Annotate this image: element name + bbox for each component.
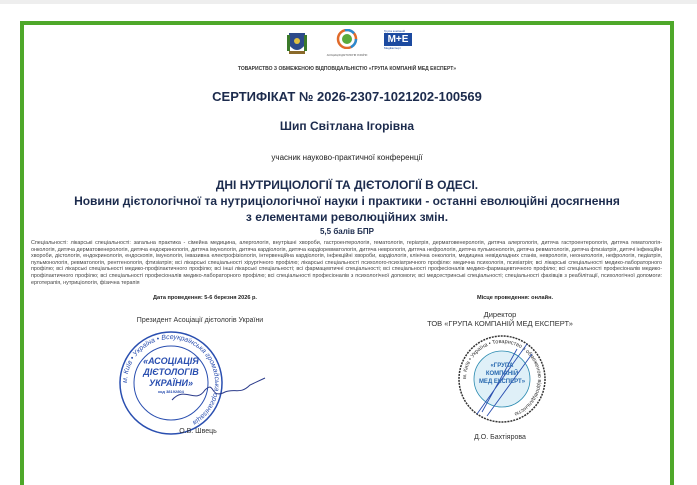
- association-logo: [325, 29, 369, 55]
- organization-name: ТОВАРИСТВО З ОБМЕЖЕНОЮ ВІДПОВІДАЛЬНІСТЮ «ГРУПА КОМПАНІЙ МЕД ЕКСПЕРТ»: [237, 66, 457, 72]
- credits: 5,5 балів БПР: [319, 227, 374, 236]
- stamp-text: УКРАЇНИ»: [148, 378, 194, 388]
- stamp-ring-text: м. Київ • Україна • Всеукраїнська громадська організація: [121, 333, 221, 426]
- stamp-text: ДІЄТОЛОГІВ: [143, 367, 199, 377]
- viewer-top-strip: [0, 0, 697, 4]
- company-stamp: [457, 334, 547, 424]
- coat-of-arms-logo: [286, 29, 308, 55]
- conference-title-line1: ДНІ НУТРИЦІОЛОГІЇ ТА ДІЄТОЛОГІЇ В ОДЕСІ.: [215, 178, 479, 192]
- participant-name: Шип Світлана Ігорівна: [279, 119, 415, 133]
- association-caption: АСОЦІАЦІЯ ДІЄТОЛОГІВ УКРАЇНИ: [326, 54, 368, 57]
- director-title: Директор: [483, 310, 517, 319]
- stamp-text: МЕД ЕКСПЕРТ»: [478, 379, 526, 385]
- stamp-ring-text: м. Київ • Україна • Товариство з обмеженою відповідальністю: [461, 338, 543, 417]
- stamp-text: «ГРУПА: [490, 363, 514, 369]
- director-company: ТОВ «ГРУПА КОМПАНІЙ МЕД ЕКСПЕРТ»: [427, 319, 573, 328]
- president-signature: [170, 370, 270, 410]
- certificate-number: СЕРТИФІКАТ № 2026-2307-1021202-100569: [212, 89, 482, 104]
- event-place: Місце проведення: онлайн.: [476, 295, 554, 301]
- medexpert-logo: [384, 29, 412, 55]
- participant-role: учасник науково-практичної конференції: [271, 153, 423, 162]
- president-name: О.В. Швець: [179, 428, 217, 435]
- medexpert-top: Група компаній: [384, 29, 406, 33]
- stamp-text: КОМПАНІЙ: [485, 371, 519, 377]
- conference-title-line3: з елементами революційних змін.: [245, 210, 449, 224]
- event-date: Дата проведення: 5-6 березня 2026 р.: [153, 295, 257, 301]
- director-name: Д.О. Бахтіярова: [474, 434, 526, 441]
- medexpert-bottom: МедЕксперт: [384, 46, 402, 50]
- president-title: Президент Асоціації дієтологів України: [136, 317, 264, 324]
- medexpert-mark: M+E: [384, 33, 412, 46]
- conference-title-line2: Новини дієтологічної та нутриціологічної науки і практики - останні еволюційні досягнення: [74, 194, 620, 208]
- stamp-code: код 38192804: [158, 389, 184, 394]
- stamp-text: «АСОЦІАЦІЯ: [143, 356, 199, 366]
- specialties-list: Спеціальності: лікарські спеціальності: загальна практика - сімейна медицина, алергологія, внутрішні хвороби, гастроентерологія, гематологія, геріатрія, дерматовенерологія, дитяча алергологія, дитяча гастроентерологія, дитяча гематологія-онкологія, дитяча дерматовенерологія, дитяча ендокринологія, дитяча імунологія, дитяча кардіологія, дитяча кардіоревматологія, дитяча неврологія, дитяча нефрологія, дитяча пульмонологія, дитяча ревматологія, дитяча фтизіатрія, дитячі інфекційні хвороби, дієтологія, ендокринологія, ендоскопія, імунологія, інвазивна електрофізіологія, інтервенційна кардіологія, інфекційні хвороби, кардіологія, клінічна онкологія, медицина невідкладних станів, неврологія, неонатологія, нефрологія, педіатрія, пульмонологія, ревматологія, рентгенологія, фтизіатрія; всі лікарські спеціальності хірургічного профілю; лікарські спеціальності психолого-психіатричного профілю: медична психологія, психіатрія; всі лікарські спеціальності медико-лабораторного профілю; всі лікарські спеціальності медико-профілактичного профілю; всі інші лікарські спеціальності; всі фармацевтичні спеціальності; всі спеціальності професіоналів медико-фармацевтичного профілю; всі спеціальності професіоналів медико-профілактичного профілю; всі спеціальності професіоналів медико-лабораторного профілю; всі спеціальності професіоналів з психологічної допомоги; всі медсестринські спеціальності; спеціальності фахівців з реабілітації, психологічної допомоги: ерготерапія, нутриціологія, фізична терапія: [31, 240, 662, 286]
